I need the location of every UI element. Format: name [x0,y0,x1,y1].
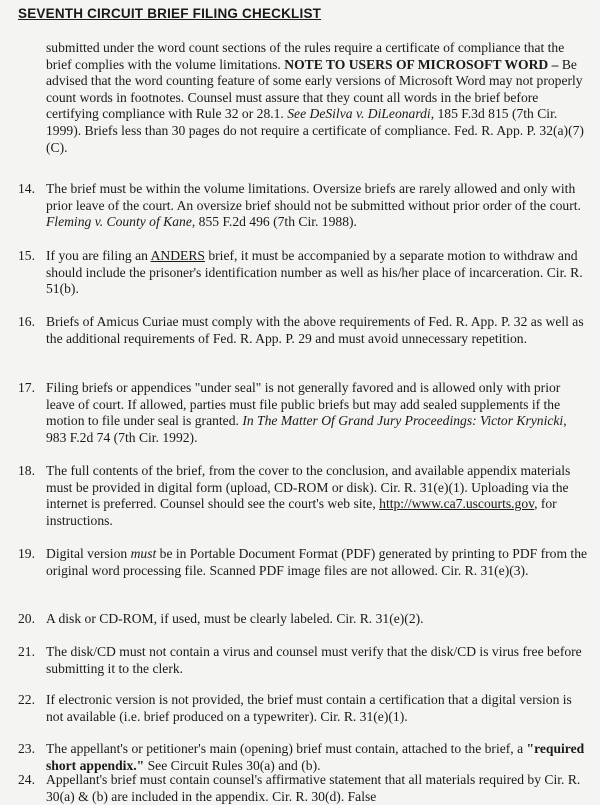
item-number: 17. [18,380,35,395]
text-run: Briefs of Amicus Curiae must comply with the above requirements of Fed. R. App. P. 32 as well as the additional requirements of Fed. R. App. P. 29 and must avoid unnecessary repetition. [46,314,584,346]
text-run: Filing briefs or appendices "under seal" is not generally favored and is allowed only with prior leave of court. If allowed, parties must file public briefs but may add sealed supplements if the motion to file under seal is granted. [46,380,561,429]
checklist-item-20 [18,611,590,628]
item-text [46,692,590,725]
item-number: 18. [18,463,35,478]
text-run: , for instructions. [46,496,557,528]
italic-text: In The Matter Of Grand Jury Proceedings: Victor Krynicki [242,413,564,429]
italic-text: Fleming v. County of Kane [46,214,192,230]
text-run: If you are filing an [46,248,151,263]
text-run: brief, it must be accompanied by a separate motion to withdraw and should include the prisoner's identification number as well as his/her place of incarceration. Cir. R. 51(b). [46,248,583,297]
checklist-item-21 [18,644,590,677]
continuation-paragraph [46,40,588,156]
item-text [46,380,590,446]
item-text [46,181,590,231]
item-text [46,611,590,628]
text-run: , 983 F.2d 74 (7th Cir. 1992). [46,413,567,445]
text-run: be in Portable Document Format (PDF) generated by printing to PDF from the original word processing file. Scanned PDF image files are not allowed. Cir. R. 31(e)(3). [46,546,588,578]
continuation-text-1: submitted under the word count sections of the rules require a certificate of compliance that the brief complies with the volume limitations. [46,40,565,72]
text-run: If electronic version is not provided, the brief must contain a certification that a digital version is not available (i.e. brief produced on a typewriter). Cir. R. 31(e)(1). [46,692,572,724]
item-number: 20. [18,611,35,626]
text-run: The full contents of the brief, from the cover to the conclusion, and available appendix materials must be provided in digital form (upload, CD-ROM or disk). Cir. R. 31(e)(1). Uploading via the internet is preferred. Counsel should see the court's web site, [46,463,571,512]
continuation-text-3: , 185 F.3d 815 (7th Cir. 1999). Briefs less than 30 pages do not require a certificate of compliance. Fed. R. App. P. 32(a)(7)(C). [46,106,584,155]
checklist-item-14 [18,181,590,231]
checklist-item-22 [18,692,590,725]
underlined-text: ANDERS [150,248,205,263]
item-number: 14. [18,181,35,196]
item-text [46,546,590,579]
item-number: 22. [18,692,35,707]
continuation-text-2: Be advised that the word counting feature of some early versions of Microsoft Word may not properly count words in footnotes. Counsel must assure that they count all words in the brief before certifying compliance with Rule 32 or 28.1. [46,56,583,122]
checklist-item-23 [18,741,590,774]
bold-text: "required short appendix." [46,741,585,773]
checklist-item-19 [18,546,590,579]
item-number: 15. [18,248,35,263]
page-title: SEVENTH CIRCUIT BRIEF FILING CHECKLIST [18,6,322,21]
italic-text: must [130,546,157,561]
checklist-item-17 [18,380,590,446]
text-run: A disk or CD-ROM, if used, must be clearly labeled. Cir. R. 31(e)(2). [46,611,424,626]
checklist-item-18 [18,463,590,529]
item-number: 16. [18,314,35,329]
text-run: , 855 F.2d 496 (7th Cir. 1988). [191,214,357,230]
item-number: 21. [18,644,35,659]
bleed-through [330,8,333,23]
item-number: 24. [18,772,35,787]
word-note-heading: NOTE TO USERS OF MICROSOFT WORD – [284,56,559,72]
item-number: 19. [18,546,35,561]
text-run: The appellant's or petitioner's main (opening) brief must contain, attached to the brief, a [46,741,527,756]
item-text [46,741,590,774]
text-run: The disk/CD must not contain a virus and counsel must verify that the disk/CD is virus free before submitting it to the clerk. [46,644,582,676]
text-run: The brief must be within the volume limitations. Oversize briefs are rarely allowed and only with prior leave of the court. An oversize brief should not be submitted without prior order of the court. [46,181,581,213]
text-run: Appellant's brief must contain counsel's affirmative statement that all materials required by Cir. R. 30(a) & (b) are included in the appendix. Cir. R. 30(d). False [46,772,581,804]
item-number: 23. [18,741,35,756]
item-text [46,248,590,298]
text-run: See Circuit Rules 30(a) and (b). [144,757,321,773]
item-text [46,644,590,677]
checklist-item-24 [18,772,590,805]
text-run: Digital version [46,546,131,561]
underlined-text[interactable]: http://www.ca7.uscourts.gov [379,496,535,512]
case-citation: See DeSilva v. DiLeonardi [287,106,431,122]
item-text [46,772,590,805]
checklist-item-16 [18,314,590,347]
item-text [46,314,590,347]
item-text [46,463,590,529]
checklist-item-15 [18,248,590,298]
